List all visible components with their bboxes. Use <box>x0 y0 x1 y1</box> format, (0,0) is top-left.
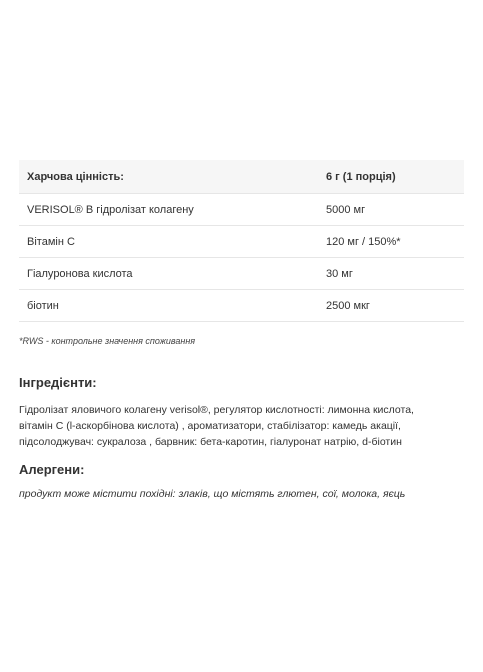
nutrient-value: 120 мг / 150%* <box>306 226 464 258</box>
allergens-heading: Алергени: <box>19 462 85 477</box>
table-row <box>19 290 464 322</box>
nutrient-name: Гіалуронова кислота <box>19 258 306 290</box>
nutrient-value: 5000 мг <box>306 194 464 226</box>
nutrition-header-value: 6 г (1 порція) <box>306 160 464 194</box>
ingredients-line: Гідролізат яловичого колагену verisol®, регулятор кислотності: лимонна кислота, <box>19 404 414 416</box>
ingredients-heading: Інгредієнти: <box>19 375 97 390</box>
nutrient-name: Вітамін С <box>19 226 306 258</box>
nutrition-header-row <box>19 160 464 194</box>
table-row <box>19 226 464 258</box>
nutrient-value: 30 мг <box>306 258 464 290</box>
nutrition-header-name: Харчова цінність: <box>19 160 306 194</box>
ingredients-line: вітамін С (l-аскорбінова кислота) , ароматизатори, стабілізатор: камедь акації, <box>19 420 401 432</box>
ingredients-text <box>19 402 474 450</box>
rws-footnote: *RWS - контрольне значення споживання <box>19 336 196 346</box>
table-row <box>19 258 464 290</box>
nutrition-table <box>19 160 464 322</box>
allergens-text: продукт може містити похідні: злаків, що містять глютен, сої, молока, яєць <box>19 488 406 500</box>
nutrient-name: біотин <box>19 290 306 322</box>
table-row <box>19 194 464 226</box>
nutrient-name: VERISOL® В гідролізат колагену <box>19 194 306 226</box>
nutrient-value: 2500 мкг <box>306 290 464 322</box>
ingredients-line: підсолоджувач: сукралоза , барвник: бета-каротин, гіалуронат натрію, d-біотин <box>19 436 402 448</box>
